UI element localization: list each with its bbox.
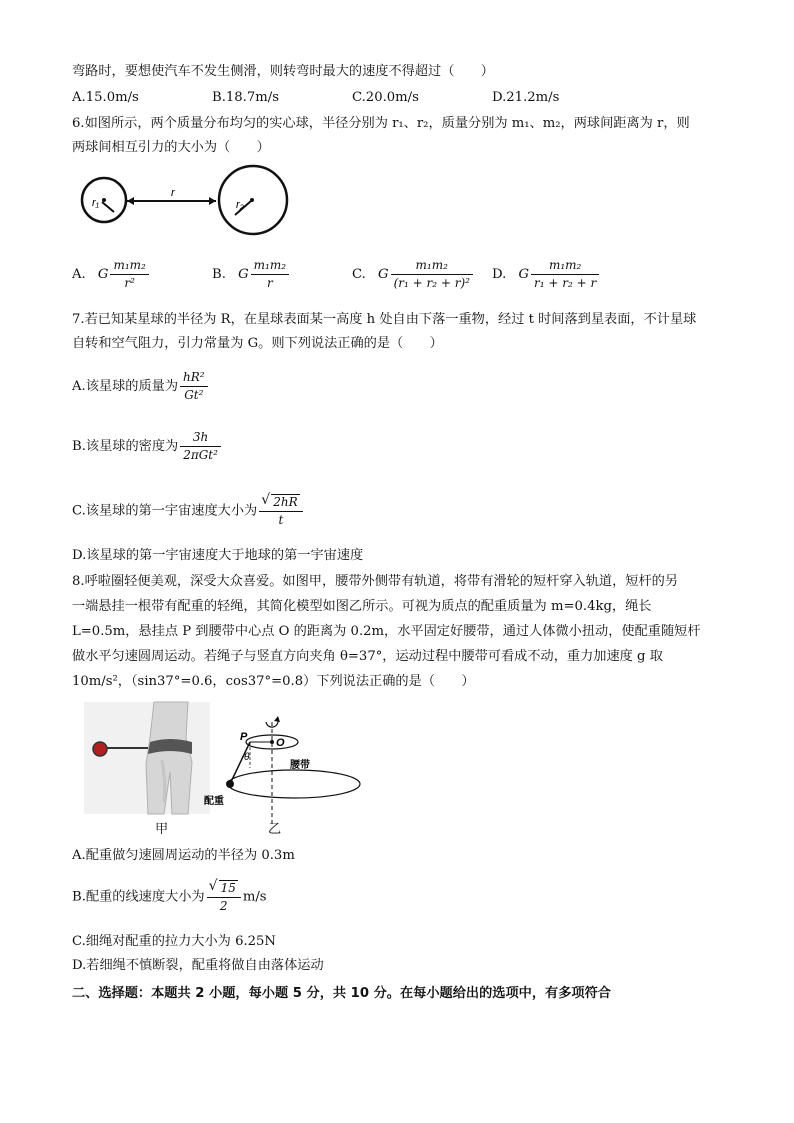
q7-option-d: D.该星球的第一宇宙速度大于地球的第一宇宙速度 [72,548,364,563]
q6-option-c: C. G $\frac{\text{m₁m₂}}{\text{(r₁ + r₂ + r)²}}$ [352,258,475,291]
q6-option-d: D. G $\frac{\text{m₁m₂}}{\text{r₁ + r₂ + r}}$ [492,258,601,291]
q8-stem-line4: 做水平匀速圆周运动。若绳子与竖直方向夹角 θ=37°，运动过程中腰带可看成不动，重力加速度 g 取 [72,649,663,664]
q6-stem-line2: 两球间相互引力的大小为（ ） [72,140,270,155]
q8-stem-line5: 10m/s²，（sin37°=0.6，cos37°=0.8）下列说法正确的是（ ） [72,674,475,689]
q5-option-d: D.21.2m/s [492,90,560,105]
counterweight-icon [226,780,234,788]
q7-stem-line2: 自转和空气阻力，引力常量为 G。则下列说法正确的是（ ） [72,336,443,351]
q5-option-c: C.20.0m/s [352,90,419,105]
q8-option-d: D.若细绳不慎断裂，配重将做自由落体运动 [72,958,324,973]
q6-option-b: B. G $\frac{\text{m₁m₂}}{r}$ [212,258,291,291]
q6-option-a: A. G $\frac{\text{m₁m₂}}{\text{r²}}$ [72,258,151,291]
q7-option-a: A.该星球的质量为 $\frac{\text{hR²}}{\text{Gt²}}$ [72,370,210,403]
hula-hoop-photo-figure [84,702,210,814]
simplified-model-figure [204,708,374,828]
svg-text:P: P [240,731,248,743]
q6-stem-line1: 6.如图所示，两个质量分布均匀的实心球，半径分别为 r₁、r₂，质量分别为 m₁、m₂，两球间距离为 r，则 [72,116,690,131]
q8-option-c: C.细绳对配重的拉力大小为 6.25N [72,934,276,949]
q7-option-c: C.该星球的第一宇宙速度大小为 √ $\frac{2hR}{t}$ [72,494,305,528]
q5-tail-text: 弯路时，要想使汽车不发生侧滑，则转弯时最大的速度不得超过（ ） [72,64,494,79]
svg-text:O: O [276,737,285,749]
q7-stem-line1: 7.若已知某星球的半径为 R，在星球表面某一高度 h 处自由下落一重物，经过 t 时间落到星表面，不计星球 [72,312,697,327]
svg-text:腰带: 腰带 [290,760,310,771]
q8-option-a: A.配重做匀速圆周运动的半径为 0.3m [72,848,295,863]
section-2-heading: 二、选择题：本题共 2 小题，每小题 5 分，共 10 分。在每小题给出的选项中，有多项符合 [72,986,611,1001]
q8-stem-line2: 一端悬挂一根带有配重的轻绳，其简化模型如图乙所示。可视为质点的配重质量为 m=0.4kg，绳长 [72,599,652,614]
figure-label-jia: 甲 [155,822,169,837]
q8-option-b: B.配重的线速度大小为 √ $\frac{15}{2}$ m/s [72,880,267,914]
svg-text:r₂: r₂ [236,199,244,211]
svg-text:r: r [171,187,175,199]
figure-label-yi: 乙 [268,822,282,837]
rope-line [230,742,250,784]
svg-text:θ: θ [244,752,250,763]
weight-ball-icon [93,742,107,756]
q8-stem-line1: 8.呼啦圈轻便美观，深受大众喜爱。如图甲，腰带外侧带有轨道，将带有滑轮的短杆穿入轨道，短杆的另 [72,574,679,589]
q5-option-a: A.15.0m/s [72,90,139,105]
svg-text:r₁: r₁ [92,197,100,209]
svg-text:配重: 配重 [204,796,224,807]
q5-option-b: B.18.7m/s [212,90,279,105]
q6-two-spheres-figure [78,164,308,242]
q8-stem-line3: L=0.5m，悬挂点 P 到腰带中心点 O 的距离为 0.2m，水平固定好腰带，通过人体微小扭动，使配重随短杆 [72,624,701,639]
orbit-ellipse [228,770,360,798]
q7-option-b: B.该星球的密度为 $\frac{3h}{\text{2πGt²}}$ [72,430,223,463]
